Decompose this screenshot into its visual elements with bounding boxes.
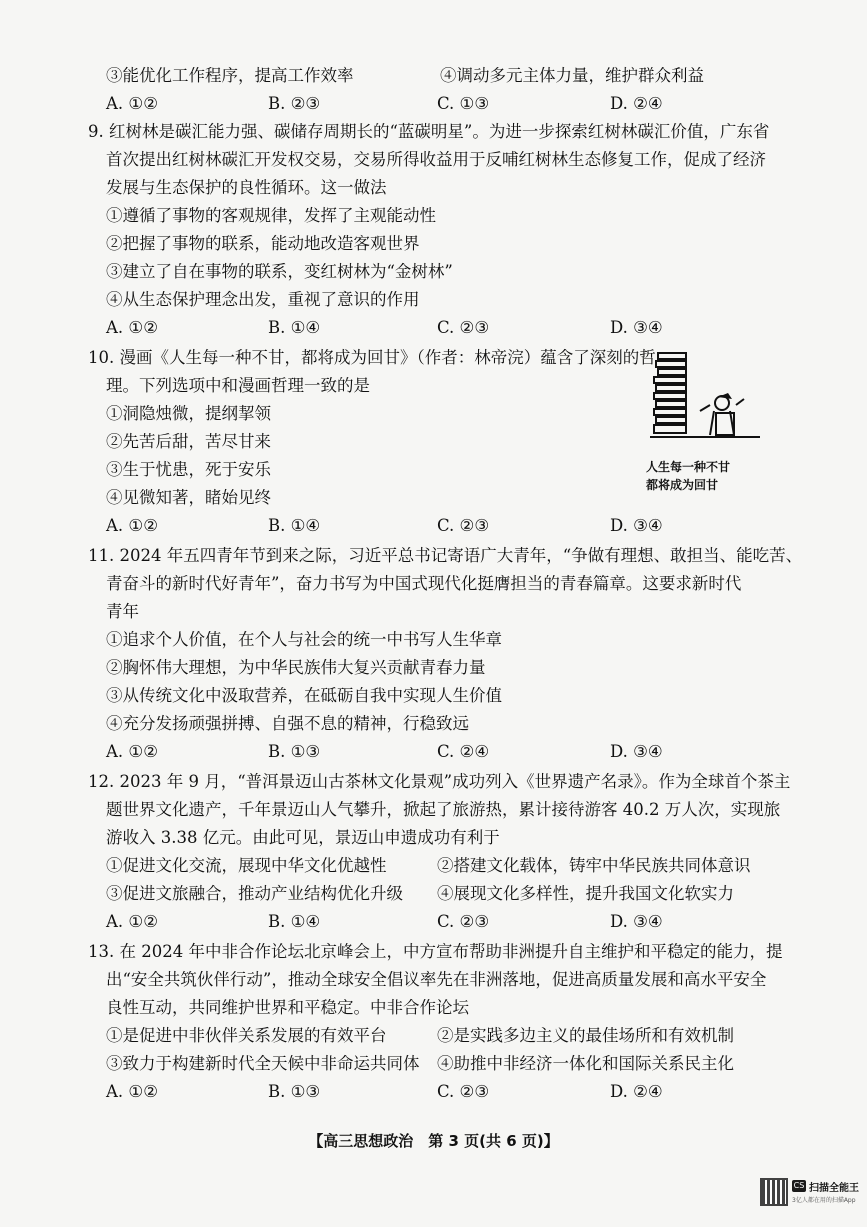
q11-item-4: ④充分发扬顽强拼搏、自强不息的精神，行稳致远	[106, 714, 469, 733]
q11-option-b: B. ①③	[268, 742, 321, 761]
q9-option-b: B. ①④	[268, 318, 321, 337]
q8-item-4: ④调动多元主体力量，维护群众利益	[440, 66, 704, 85]
q13-option-a: A. ①②	[106, 1082, 158, 1101]
cs-logo-icon: CS	[793, 1181, 805, 1190]
q10-item-2: ②先苦后甜，苦尽甘来	[106, 432, 271, 451]
q13-stem-line-1: 13. 在 2024 年中非合作论坛北京峰会上，中方宣布帮助非洲提升自主维护和平稳定的能力，提	[88, 942, 783, 961]
q12-stem-line-3: 游收入 3.38 亿元。由此可见，景迈山申遗成功有利于	[106, 828, 500, 847]
q12-option-d: D. ③④	[610, 912, 663, 931]
q11-stem-line-3: 青年	[106, 602, 139, 621]
q9-option-a: A. ①②	[106, 318, 158, 337]
scanner-watermark	[760, 1178, 860, 1218]
q8-option-d: D. ②④	[610, 94, 663, 113]
q8-option-c: C. ①③	[437, 94, 490, 113]
q9-item-2: ②把握了事物的联系，能动地改造客观世界	[106, 234, 420, 253]
q8-item-3: ③能优化工作程序，提高工作效率	[106, 66, 354, 85]
q9-item-3: ③建立了自在事物的联系，变红树林为“金树林”	[106, 262, 453, 281]
q13-option-d: D. ②④	[610, 1082, 663, 1101]
q12-stem-line-2: 题世界文化遗产，千年景迈山人气攀升，掀起了旅游热，累计接待游客 40.2 万人次，实现旅	[106, 800, 781, 819]
cartoon-caption-line-2: 都将成为回甘	[646, 478, 719, 492]
q13-option-c: C. ②③	[437, 1082, 490, 1101]
q9-stem-line-3: 发展与生态保护的良性循环。这一做法	[106, 178, 387, 197]
q10-option-a: A. ①②	[106, 516, 158, 535]
q13-item-1: ①是促进中非伙伴关系发展的有效平台	[106, 1026, 387, 1045]
q11-stem-line-2: 青奋斗的新时代好青年”，奋力书写为中国式现代化挺膺担当的青春篇章。这要求新时代	[106, 574, 742, 593]
q13-stem-line-3: 良性互动，共同维护世界和平稳定。中非合作论坛	[106, 998, 469, 1017]
q13-item-2: ②是实践多边主义的最佳场所和有效机制	[437, 1026, 734, 1045]
q9-stem-line-2: 首次提出红树林碳汇开发权交易，交易所得收益用于反哺红树林生态修复工作，促成了经济	[106, 150, 766, 169]
page-footer: 【高三思想政治 第 3 页(共 6 页)】	[308, 1132, 559, 1150]
q9-item-4: ④从生态保护理念出发，重视了意识的作用	[106, 290, 420, 309]
q10-option-b: B. ①④	[268, 516, 321, 535]
q8-option-a: A. ①②	[106, 94, 158, 113]
q8-option-b: B. ②③	[268, 94, 321, 113]
q12-stem-line-1: 12. 2023 年 9 月，“普洱景迈山古茶林文化景观”成功列入《世界遗产名录》。作为全球首个茶主	[88, 772, 791, 791]
q10-stem-line-1: 10. 漫画《人生每一种不甘，都将成为回甘》（作者：林帝浣）蕴含了深刻的哲	[88, 348, 656, 367]
q9-item-1: ①遵循了事物的客观规律，发挥了主观能动性	[106, 206, 436, 225]
q11-option-a: A. ①②	[106, 742, 158, 761]
q9-stem-line-1: 9. 红树林是碳汇能力强、碳储存周期长的“蓝碳明星”。为进一步探索红树林碳汇价值，广东省	[88, 122, 770, 141]
q12-item-2: ②搭建文化载体，铸牢中华民族共同体意识	[437, 856, 751, 875]
qr-code-icon	[760, 1178, 788, 1206]
q12-item-1: ①促进文化交流，展现中华文化优越性	[106, 856, 387, 875]
q11-option-c: C. ②④	[437, 742, 490, 761]
scanner-app-name: 扫描全能王	[809, 1183, 859, 1194]
q13-item-3: ③致力于构建新时代全天候中非命运共同体	[106, 1054, 420, 1073]
q10-item-4: ④见微知著，睹始见终	[106, 488, 271, 507]
q12-item-3: ③促进文旅融合，推动产业结构优化升级	[106, 884, 403, 903]
q11-stem-line-1: 11. 2024 年五四青年节到来之际，习近平总书记寄语广大青年，“争做有理想、敢担当、能吃苦、	[88, 546, 803, 565]
q13-stem-line-2: 出“安全共筑伙伴行动”，推动全球安全倡议率先在非洲落地，促进高质量发展和高水平安全	[106, 970, 767, 989]
scanner-tagline: 3亿人都在用的扫描App	[792, 1197, 856, 1204]
q10-item-1: ①洞隐烛微，提纲挈领	[106, 404, 271, 423]
q13-item-4: ④助推中非经济一体化和国际关系民主化	[437, 1054, 734, 1073]
q13-option-b: B. ①③	[268, 1082, 321, 1101]
q9-option-c: C. ②③	[437, 318, 490, 337]
q11-item-3: ③从传统文化中汲取营养，在砥砺自我中实现人生价值	[106, 686, 502, 705]
cartoon-caption-line-1: 人生每一种不甘	[646, 460, 731, 474]
q10-stem-line-2: 理。下列选项中和漫画哲理一致的是	[106, 376, 370, 395]
q10-option-d: D. ③④	[610, 516, 663, 535]
q10-item-3: ③生于忧患，死于安乐	[106, 460, 271, 479]
q11-item-2: ②胸怀伟大理想，为中华民族伟大复兴贡献青春力量	[106, 658, 486, 677]
q12-item-4: ④展现文化多样性，提升我国文化软实力	[437, 884, 734, 903]
q11-option-d: D. ③④	[610, 742, 663, 761]
q10-option-c: C. ②③	[437, 516, 490, 535]
q9-option-d: D. ③④	[610, 318, 663, 337]
q12-option-a: A. ①②	[106, 912, 158, 931]
q11-item-1: ①追求个人价值，在个人与社会的统一中书写人生华章	[106, 630, 502, 649]
q12-option-b: B. ①④	[268, 912, 321, 931]
q12-option-c: C. ②③	[437, 912, 490, 931]
